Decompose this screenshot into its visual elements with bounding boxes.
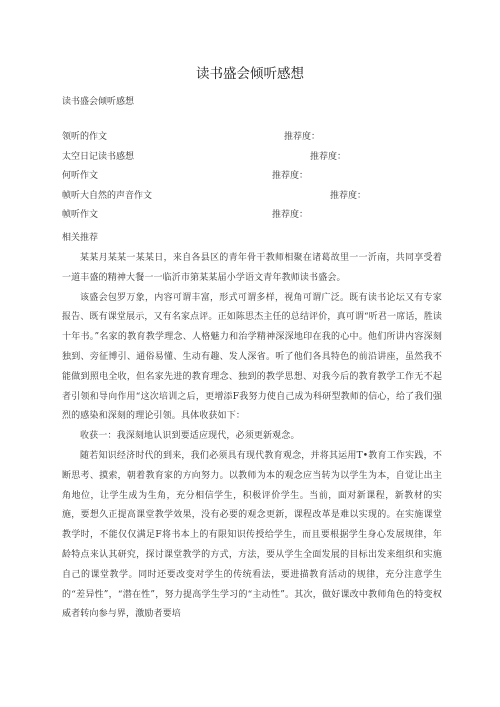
recommendation-title[interactable]: 何听作文 [62, 171, 99, 181]
recommendation-item[interactable] [62, 187, 442, 207]
recommendation-list [62, 128, 442, 226]
recommendation-rating-label: 推荐度： [272, 171, 309, 181]
recommendation-rating-label: 推荐度： [310, 151, 347, 162]
document-title: 读书盛会倾听感想 [196, 66, 304, 82]
recommendation-rating-label: 推荐度： [330, 190, 367, 201]
recommendation-title[interactable]: 帧听大自然的声音作文 [62, 190, 153, 201]
recommendation-item[interactable] [62, 206, 442, 226]
recommendation-title[interactable]: 太空日记读书感想 [62, 151, 135, 162]
recommendation-item[interactable] [62, 148, 442, 168]
article-paragraph: 收获一：我深刻地认识到要适应现代，必须更新观念。 [80, 431, 300, 442]
recommendation-rating-label: 推荐度： [272, 210, 309, 220]
related-heading: 相关推荐 [62, 233, 99, 243]
article-paragraph: 某某月某某一某某日，来自各县区的青年骨干教师相聚在诸葛故里一一沂南，共同享受着一道丰盛的精神大餐一一临沂市第某某届小学语文青年教师读书盛会。 [62, 253, 442, 283]
recommendation-rating-label: 推荐度： [284, 132, 321, 142]
recommendation-item[interactable] [62, 128, 442, 148]
recommendation-title[interactable]: 领听的作文 [62, 132, 108, 142]
article-body [62, 249, 442, 625]
recommendation-title[interactable]: 帧听作文 [62, 210, 99, 220]
article-paragraph: 该盛会包罗万象，内容可谓丰富，形式可谓多样，视角可谓广泛。既有读书论坛又有专家报告、既有课堂展示，又有名家点评。正如陈思杰主任的总结评价，真可谓“听君一席话，胜读十年书。”名家的教育教学理念、人格魅力和治学精神深深地印在我的心中。他们所讲内容深刻独到、旁征博引、通俗易懂、生动有趣、发人深省。听了他们各具特色的前沿讲座，虽然我不能做到照电全收，但名家先进的教育理念、独到的教学思想、对我今后的教育教学工作无不起者引领和导向作用“这次培训之后，更增添F我努力使自己成为科研型教师的信心，给了我们强烈的感染和深刻的理论引领。具体收获如下： [62, 292, 442, 422]
recommendation-item[interactable] [62, 167, 442, 187]
document-subtitle: 读书盛会倾听感想 [62, 97, 135, 107]
article-paragraph: 随若知识经济时代的到来，我们必须具有现代教育观念，并将其运用T•教育工作实践，不断思考、摸索，朝着教育家的方向努力。以教师为本的观念应当转为以学生为本，自觉让出主角地位，让学生成为生角，充分相信学生，积极评价学生。当前，面对新课程，新教材的实施，要想久正提高课堂教学效果，没有必要的观念更新，课程改革是难以实现的。在实施课堂教学时，不能仅仅满足F将书本上的有限知识传授给学生，而且要根据学生身心发展规律，年龄特点来认其研究，探讨课堂教学的方式，方法，要从学生全面发展的目标出发来组织和实施自己的课堂教学。同时还要改变对学生的传统看法，要进描教育活动的规律，充分注意学生的“差异性”，“潜在性”，努力提高学生学习的“主动性”。其次，做好课改中教师角色的特变权威者转向参与界，激励者要培 [62, 450, 442, 620]
